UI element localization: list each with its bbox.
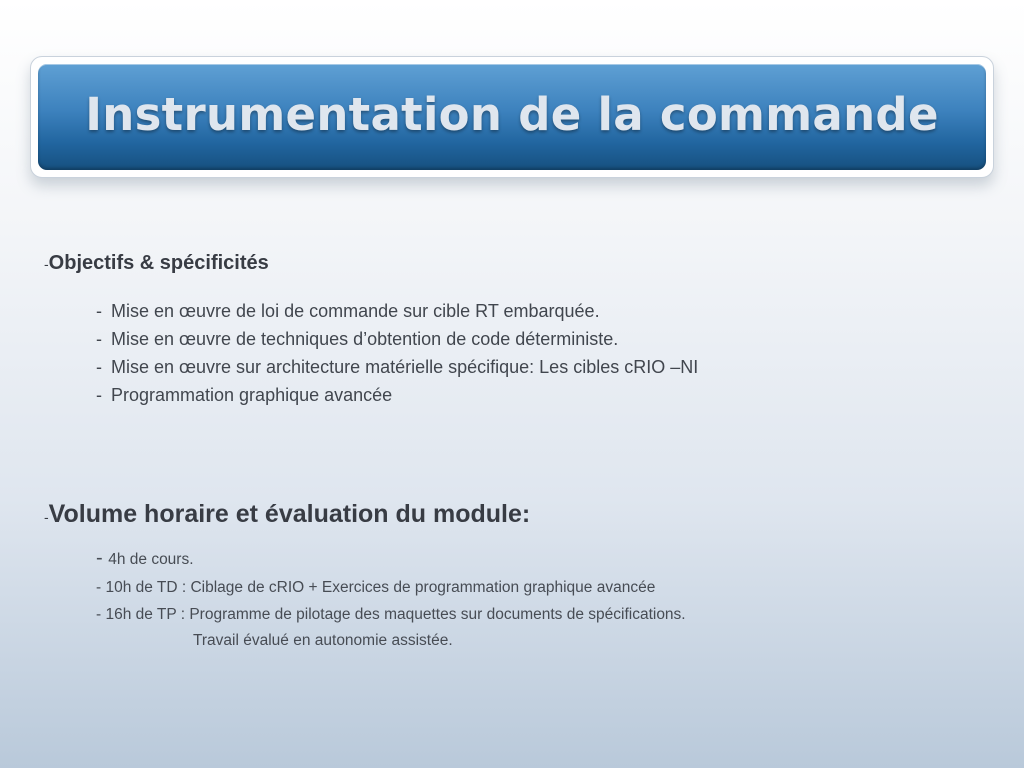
list-item-text: 10h de TD : Ciblage de cRIO + Exercices de programmation graphique avancée: [105, 579, 656, 596]
list-item: [96, 325, 698, 353]
list-item: [96, 574, 686, 601]
list-item-text: Mise en œuvre de techniques d’obtention de code déterministe.: [111, 329, 619, 349]
list-item-dash: -: [96, 606, 106, 623]
list-item: [96, 544, 686, 574]
list-item: [96, 381, 698, 409]
list-item-text: 16h de TP : Programme de pilotage des maquettes sur documents de spécifications.: [105, 606, 686, 623]
objectives-heading: [44, 252, 269, 275]
list-item-dash: -: [96, 547, 109, 569]
list-item-dash: -: [96, 579, 106, 596]
list-item: [96, 353, 698, 381]
list-item: [96, 297, 698, 325]
volume-heading: [44, 500, 530, 529]
list-item-dash: -: [96, 357, 102, 377]
list-item-dash: -: [96, 385, 102, 405]
list-item-text: Mise en œuvre sur architecture matérielle spécifique: Les cibles cRIO –NI: [111, 357, 699, 377]
objectives-list: [96, 297, 698, 409]
volume-heading-dash: -: [44, 509, 49, 525]
objectives-heading-dash: -: [44, 256, 49, 272]
volume-list: [96, 544, 686, 654]
evaluation-note: Travail évalué en autonomie assistée.: [193, 632, 453, 649]
list-item-text: Mise en œuvre de loi de commande sur cible RT embarquée.: [111, 301, 600, 321]
title-bar: [38, 64, 986, 170]
list-item-dash: -: [96, 329, 102, 349]
list-item-text: Programmation graphique avancée: [111, 385, 393, 405]
list-item-dash: -: [96, 301, 102, 321]
list-item: [96, 601, 686, 628]
title-frame: [30, 56, 994, 178]
volume-heading-text: Volume horaire et évaluation du module:: [48, 500, 531, 528]
list-item-text: 4h de cours.: [108, 551, 194, 568]
slide-title: Instrumentation de la commande: [85, 87, 939, 141]
objectives-heading-text: Objectifs & spécificités: [48, 252, 269, 274]
